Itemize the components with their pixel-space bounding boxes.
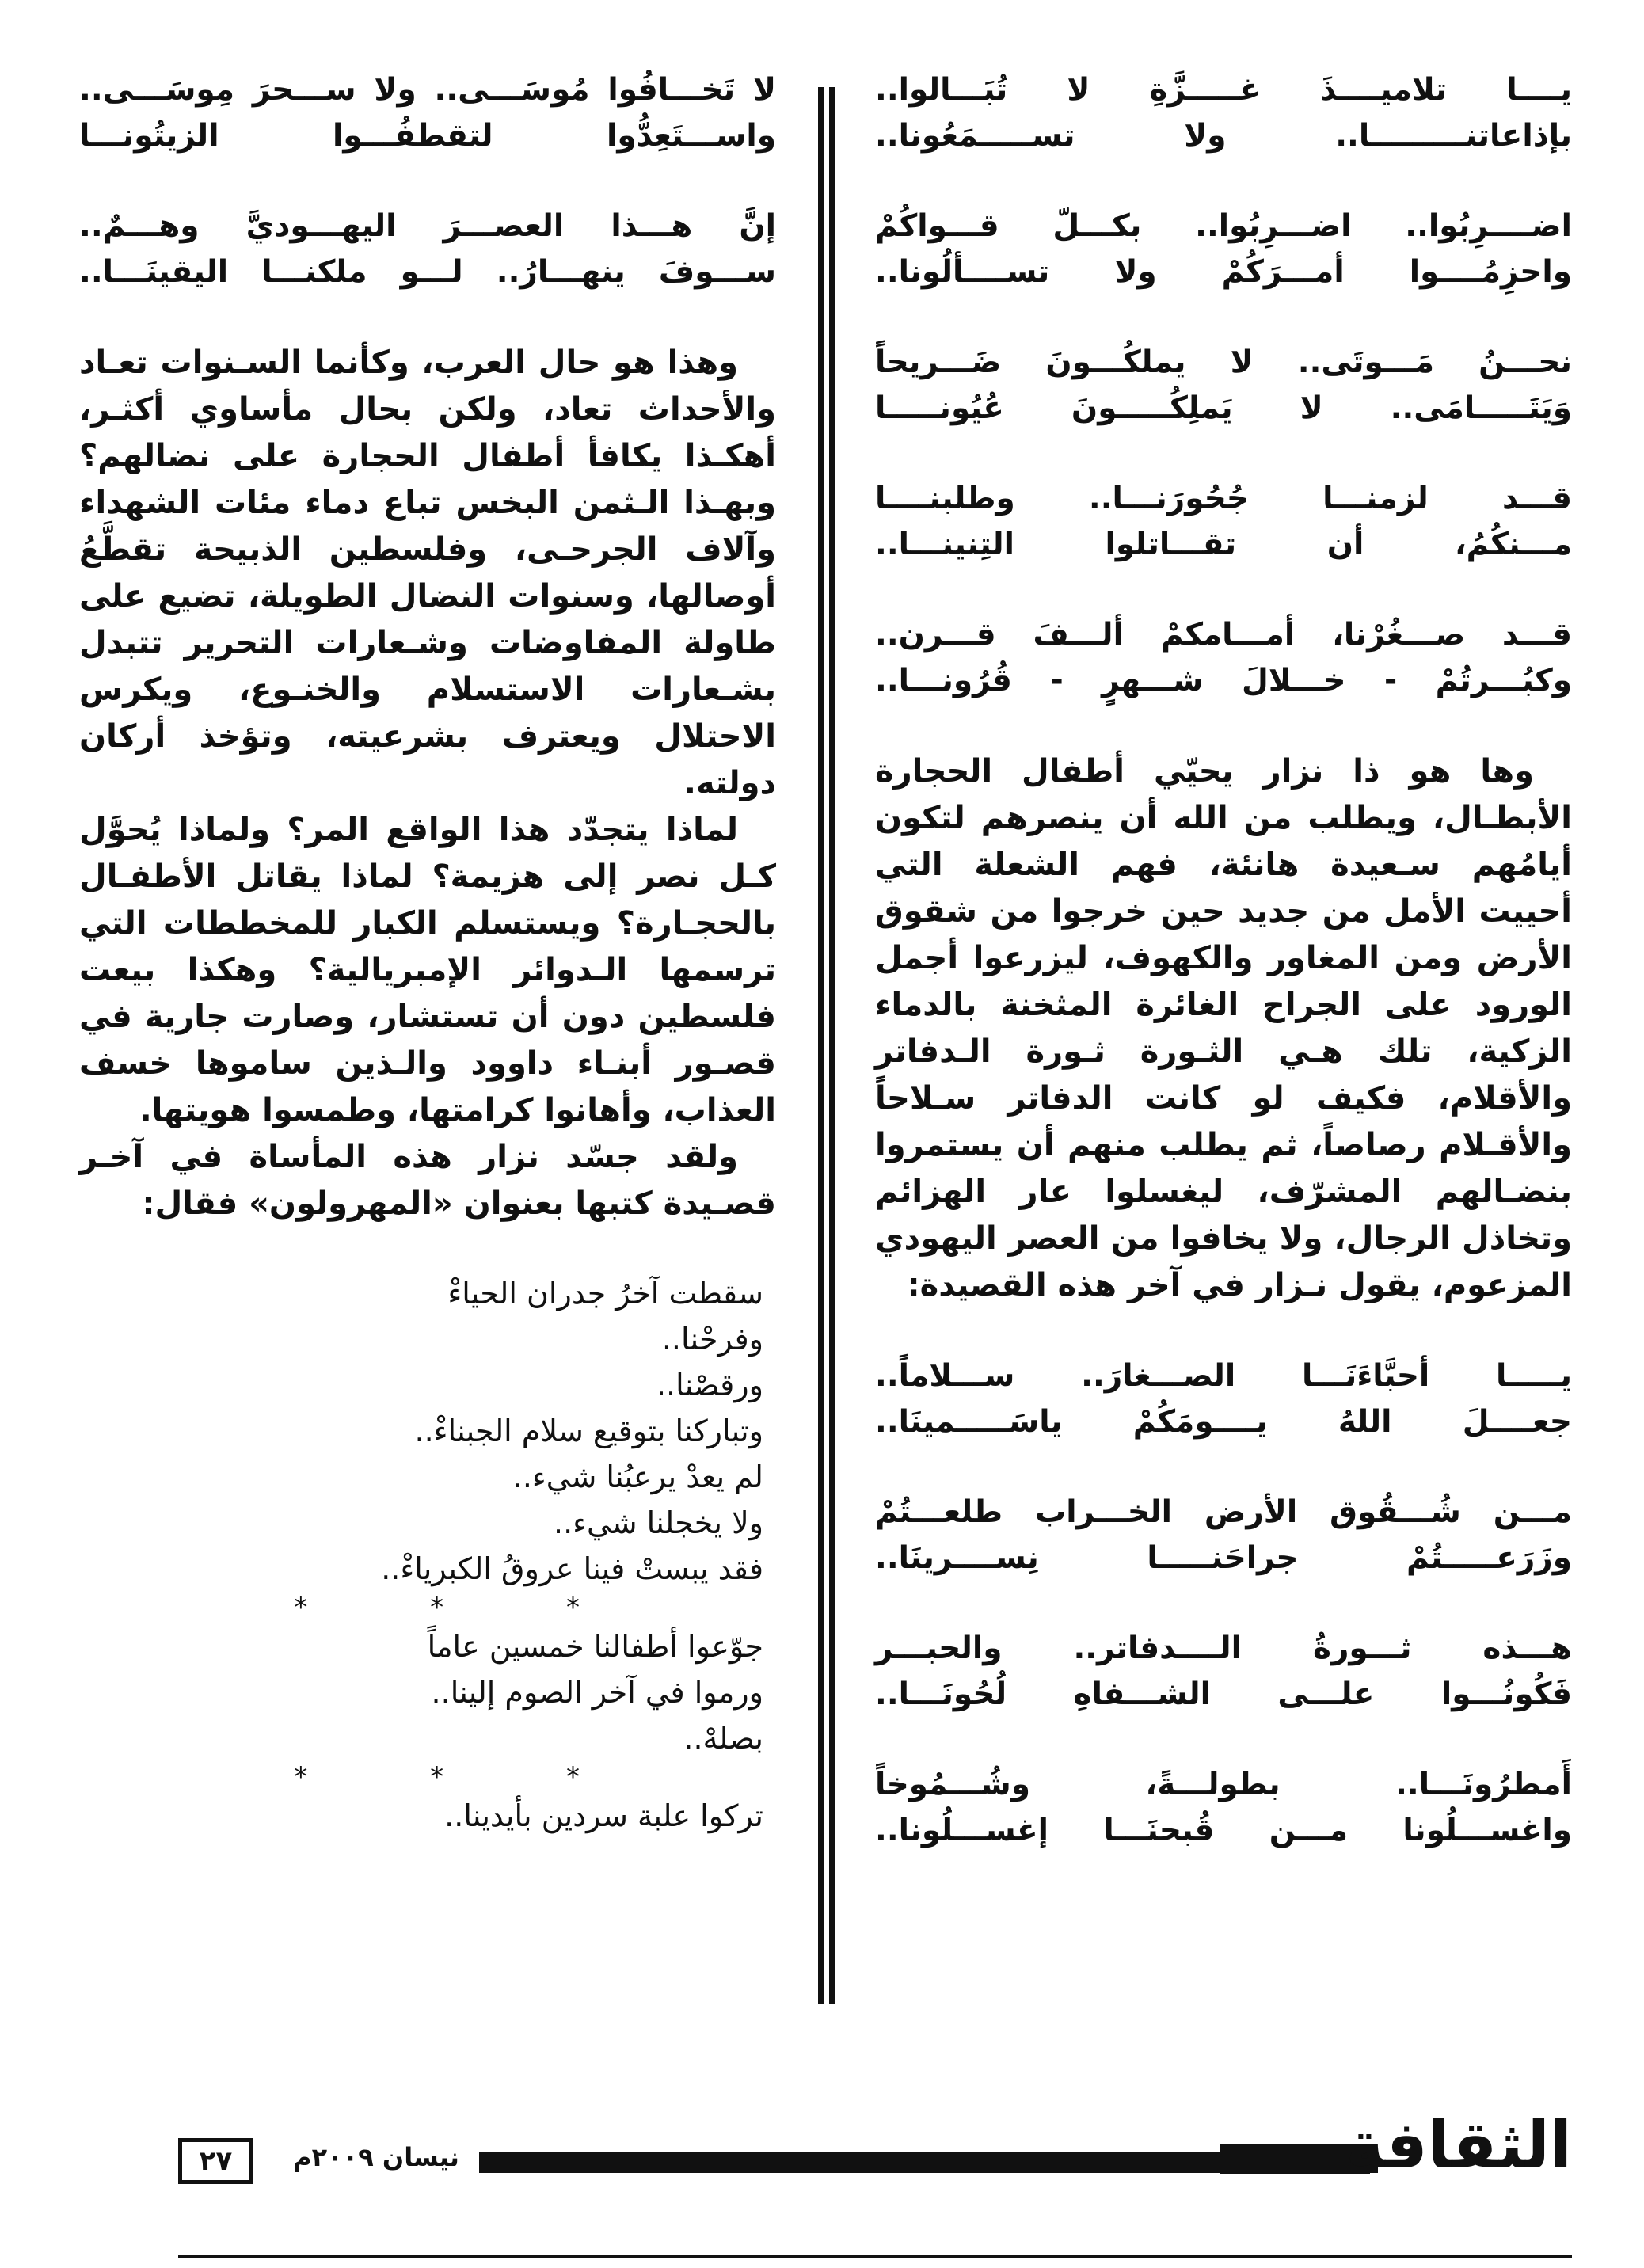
verse-line: واســـتَعِدُّوا لتقطفُـــوا الزيتُونـــا [79,118,776,154]
verse-line: هـــذه ثـــورةُ الــــدفاتر.. والحبـــر [875,1631,1572,1666]
right-column [875,67,1572,1898]
verse-line: واغســـلُونا مـــن قُبحنَـــا إغســـلُونا.. [875,1813,1572,1848]
prose-block [875,748,1572,1309]
verse-line: يــــا تلاميــــذَ غـــــزَّةِ لا تُبَـــالوا.. [875,72,1572,108]
verse [875,1490,1572,1581]
poem-line: تركوا علبة سردين بأيدينا.. [444,1798,763,1833]
verse-line: أَمطرُونَـــا.. بطولـــةً، وشُـــمُوخاً [875,1767,1572,1802]
verse [875,340,1572,432]
verse-line: يـــــا أحبَّاءَنَـــا الصـــغارَ.. ســـلاماً.. [875,1358,1572,1394]
poem-line: سقطت آخرُ جدران الحياءْ [447,1276,763,1311]
prose-block [79,340,776,1227]
poem-line: ورقصْنا.. [656,1368,763,1402]
paragraph: وهذا هو حال العرب، وكأنما السـنوات تعـاد والأحداث تعاد، ولكن بحال مأساوي أكثـر، أهكـذا يكافأ أطفال الحجارة على نضالهم؟ وبهـذا الـثمن البخس تباع دماء مئات الشهداء وآلاف الجرحـى، وفلسطين الذبيحة تقطَّعُ أوصالها، وسنوات النضال الطويلة، تضيع على طاولة المفاوضات وشـعارات التحرير تتبدل بشـعارات الاستسلام والخنـوع، ويكرس الاحتلال ويعترف بشرعيته، وتؤخذ أركان دولته. [79,344,776,801]
verse [875,1626,1572,1718]
verse-line: إنَّ هـــذا العصـــرَ اليهـــوديَّ وهـــمٌ.. [79,208,776,244]
verse-line: لا تَخـــافُوا مُوسَـــى.. ولا ســـحرَ مِوسَـــى.. [79,72,776,108]
page-number: ٢٧ [178,2138,253,2184]
poem-excerpt [79,1270,776,1839]
verse-line: قـــد صـــغُرْنا، أمـــامكمْ ألـــفَ قـــرن.. [875,617,1572,653]
footer-rule [178,2255,1572,2258]
verse-line: وزَرَعـــــتُمْ جراحَنـــــا نِســــرينَا.. [875,1540,1572,1576]
verse-line: مـــنكُمُ، أن تقـــاتلوا التِنينـــا.. [875,527,1572,562]
masthead-logo [1220,2106,1572,2186]
poem-line: وتباركنا بتوقيع سلام الجبناءْ.. [414,1414,763,1448]
poem-line: جوّعوا أطفالنا خمسين عاماً [427,1629,763,1664]
poem-line: وفرحْنا.. [661,1322,763,1357]
stanza-separator: * * * [294,1592,637,1623]
verse-line: نحـــنُ مَـــوتَى.. لا يملكُـــونَ ضَـــريحاً [875,344,1572,380]
verse-line: ســـوفَ ينهـــارُ.. لـــو ملكنـــا اليقينَـــا.. [79,254,776,290]
paragraph: ولقد جسّد نزار هذه المأساة في آخـر قصـيدة كتبها بعنوان «المهرولون» فقال: [79,1139,776,1222]
paragraph: لماذا يتجدّد هذا الواقع المر؟ ولماذا يُحوَّل كـل نصر إلى هزيمة؟ لماذا يقاتل الأطفـال بالحجـارة؟ ويستسلم الكبار للمخططات التي ترسمها الـدوائر الإمبريالية؟ وهكذا بيعت فلسطين دون أن تستشار، وصارت جارية في قصـور أبنـاء داوود والـذين ساموها خسف العذاب، وأهانوا كرامتها، وطمسوا هويتها. [79,812,776,1128]
verse [79,204,776,295]
verse [875,476,1572,568]
verse [875,1762,1572,1854]
verse-line: وَيَتَـــــامَى.. لا يَملِكُـــــونَ عُيُونـــــا [875,390,1572,426]
poem-line: ورموا في آخر الصوم إلينا.. [431,1675,763,1710]
verse-line: جعــــلَ اللهُ يــــومَكُمْ ياسَـــــمينَا.. [875,1404,1572,1440]
verse-line: فَكُونُـــوا علـــى الشـــفاهِ لُحُونَـــا.. [875,1676,1572,1712]
poem-line: بصلهْ.. [683,1721,763,1756]
verse-line: قـــد لزمنـــا جُحُورَنـــا.. وطلبنــــا [875,481,1572,516]
masthead-title: الثقافة [1345,2108,1572,2183]
left-column [79,67,776,1839]
poem-line: فقد يبستْ فينا عروقُ الكبرياءْ.. [381,1551,763,1586]
verse-line: واحزِمُــــوا أمـــرَكُمْ ولا تســــألُونا.. [875,254,1572,290]
verse [875,204,1572,295]
verse [875,1353,1572,1445]
column-divider [829,87,835,2004]
poem-line: لم يعدْ يرعبُنا شيء.. [512,1459,763,1494]
verse-line: اضــــرِبُوا.. اضـــرِبُوا.. بكـــلّ قـــواكُمْ [875,208,1572,244]
stanza-separator: * * * [294,1761,637,1793]
verse-line: وكبُـــرتُمْ - خـــلالَ شـــهرٍ - قُرُونـــا.. [875,663,1572,698]
verse-line: مـــن شُـــقُوق الأرض الخـــراب طلعـــتُمْ [875,1494,1572,1530]
paragraph: وها هو ذا نزار يحيّي أطفال الحجارة الأبطـال، ويطلب من الله أن ينصرهم لتكون أيامُهم سـعيدة هانئة، فهم الشعلة التي أحييت الأمل من جديد حين خرجوا من شقوق الأرض ومن المغاور والكهوف، ليزرعوا أجمل الورود على الجراح الغائرة المثخنة بالدماء الزكية، تلك هـي الثـورة ثـورة الـدفاتر والأقلام، فكيف لو كانت الدفاتر سـلاحاً والأقـلام رصاصاً، ثم يطلب منهم أن يستمروا بنضـالهم المشرّف، ليغسلوا عار الهزائم وتخاذل الرجال، ولا يخافوا من العصر اليهودي المزعوم، يقول نـزار في آخر هذه القصيدة: [875,753,1572,1303]
verse [875,612,1572,704]
column-divider [818,87,824,2004]
issue-date: نيسان ٢٠٠٩م [293,2142,459,2172]
verse [79,67,776,159]
poem-line: ولا يخجلنا شيء.. [554,1505,763,1540]
verse-line: بإذاعاتنـــــــــا.. ولا تســـــمَعُونا.. [875,118,1572,154]
verse [875,67,1572,159]
